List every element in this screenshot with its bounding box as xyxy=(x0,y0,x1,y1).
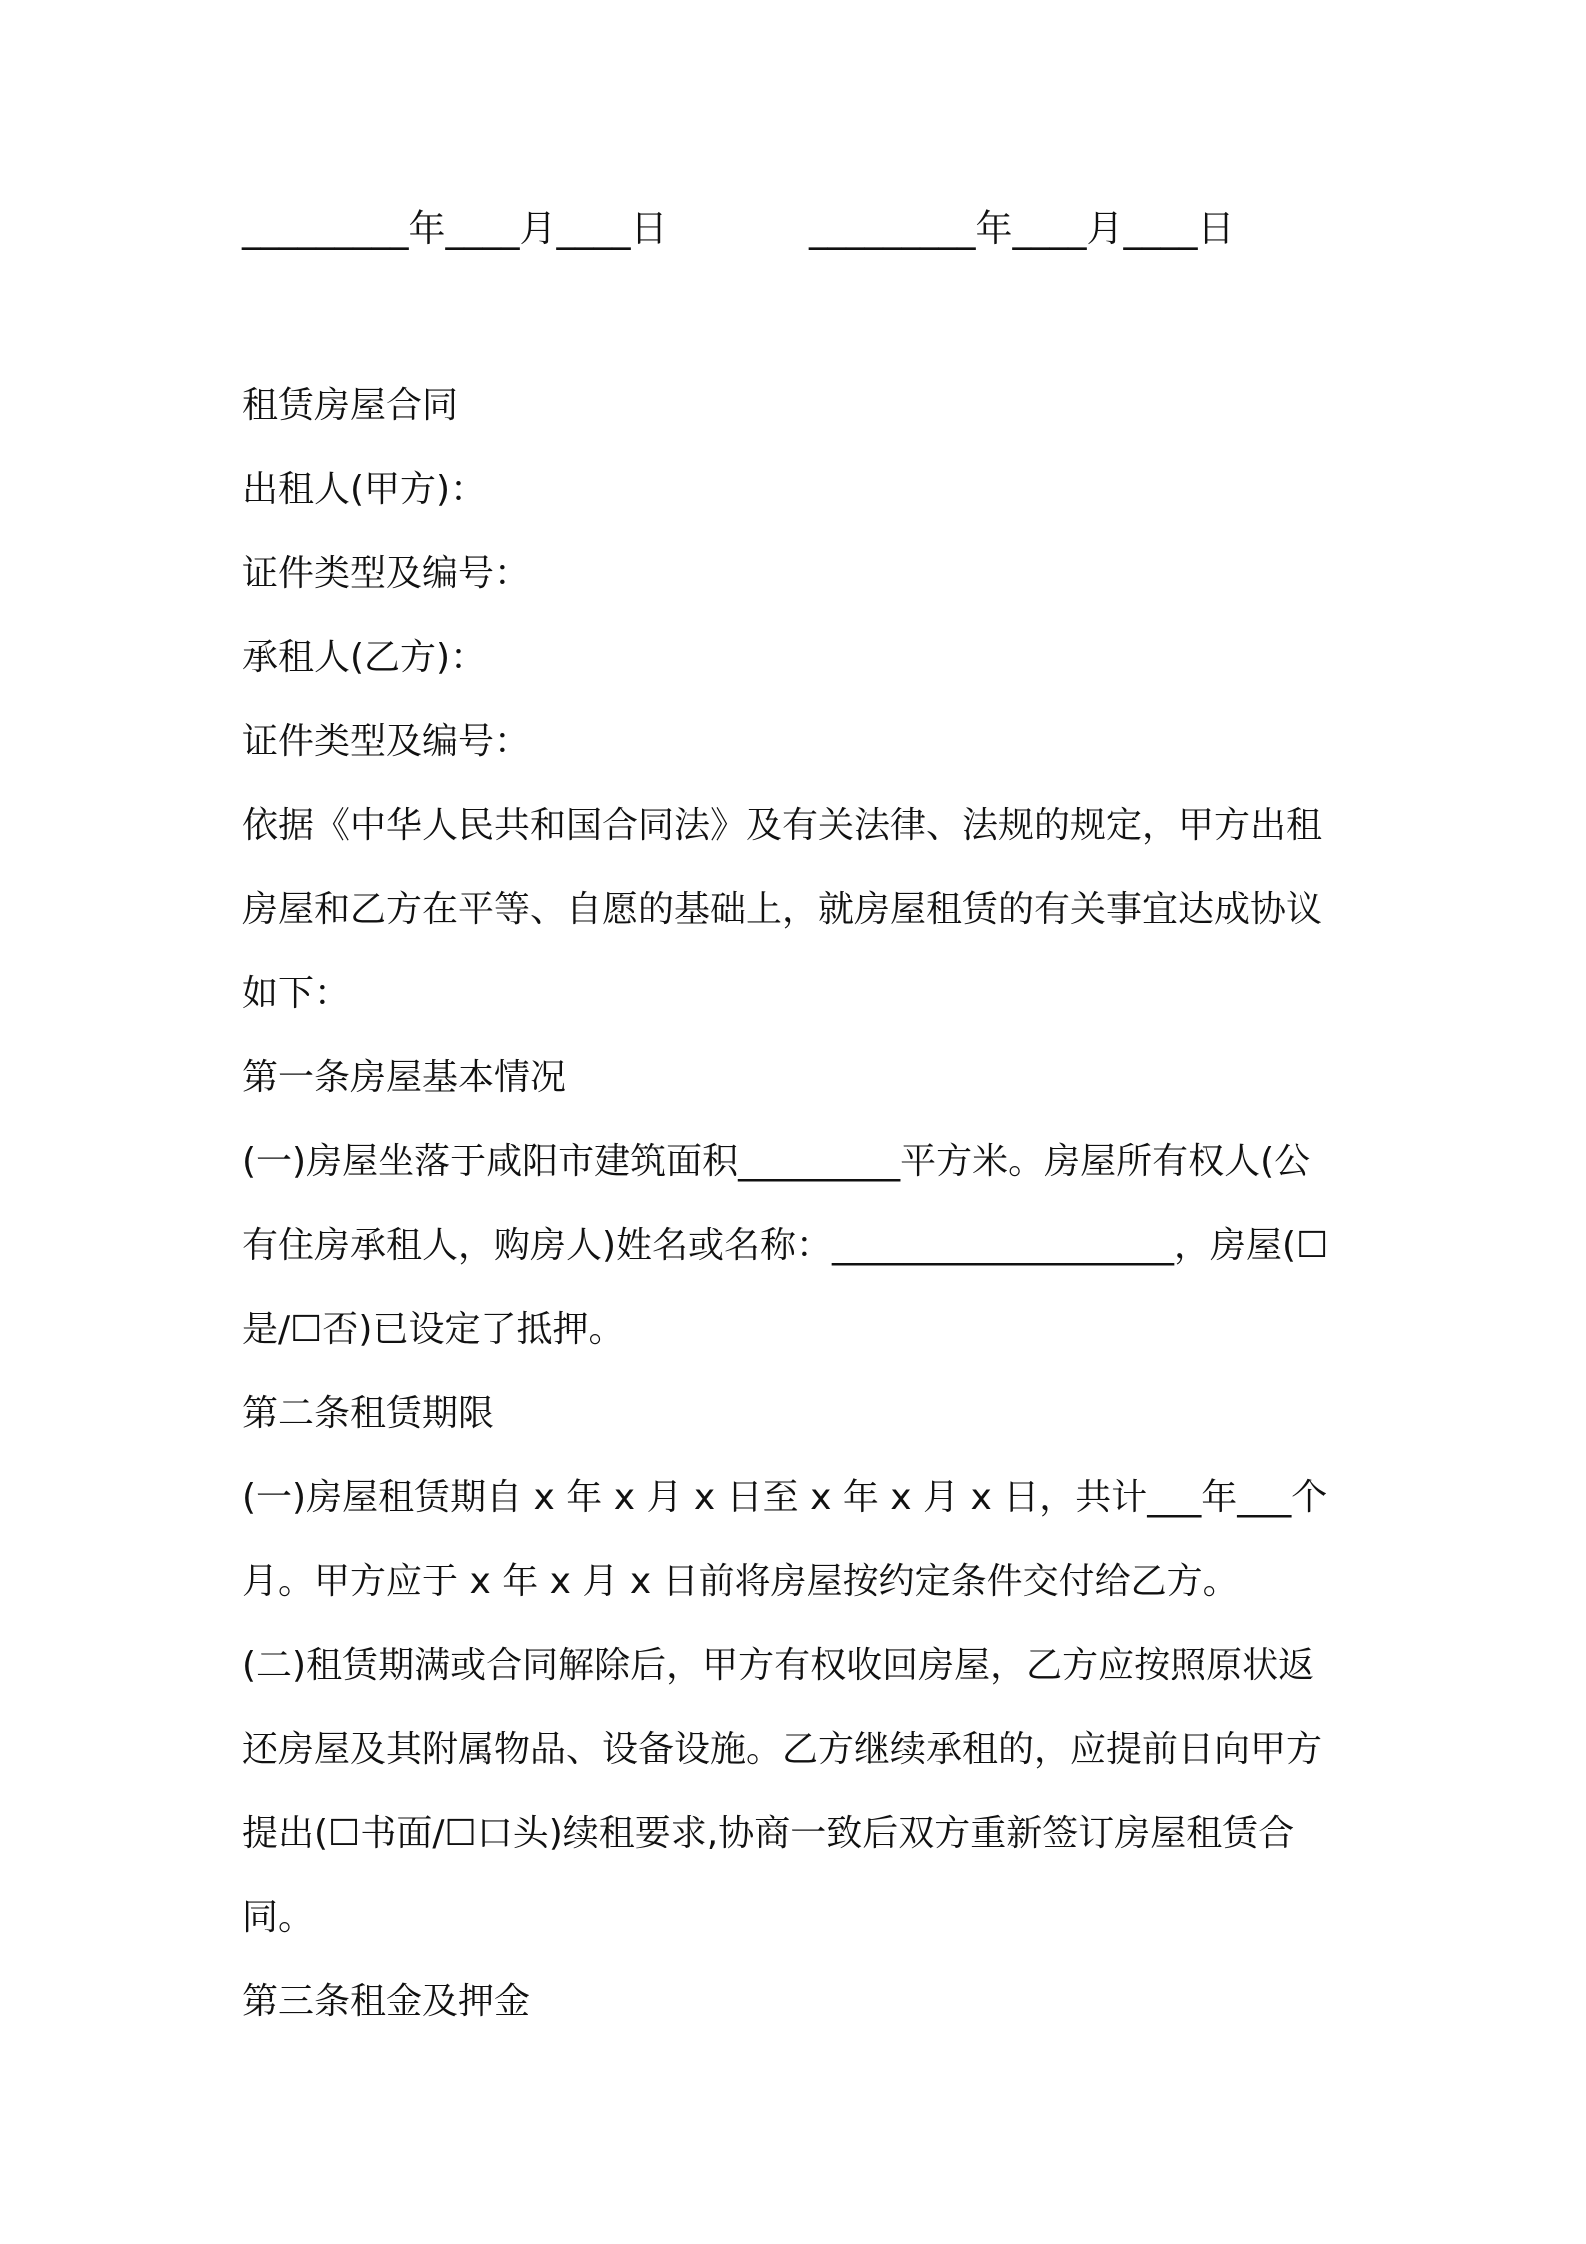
preamble-line: 房屋和乙方在平等、自愿的基础上，就房屋租赁的有关事宜达成协议 xyxy=(242,889,1323,930)
article-3-heading: 第三条租金及押金 xyxy=(242,1981,531,2022)
contract-body xyxy=(242,364,1357,2044)
lessee-label: 承租人(乙方)： xyxy=(242,637,487,678)
article-1-clause-line: 是/☐否)已设定了抵押。 xyxy=(242,1309,625,1350)
article-1-clause-line: (一)房屋坐落于咸阳市建筑面积_________平方米。房屋所有权人(公 xyxy=(242,1141,1311,1182)
contract-title: 租赁房屋合同 xyxy=(242,385,459,426)
article-2-clause-1-line: (一)房屋租赁期自 x 年 x 月 x 日至 x 年 x 月 x 日，共计___年___个 xyxy=(242,1477,1328,1518)
article-1-heading: 第一条房屋基本情况 xyxy=(242,1057,567,1098)
signature-date-row xyxy=(242,203,1372,255)
lessee-id-label: 证件类型及编号： xyxy=(242,721,531,762)
signature-date-lessee: _________年____月____日 xyxy=(809,207,1235,250)
preamble-line: 依据《中华人民共和国合同法》及有关法律、法规的规定，甲方出租 xyxy=(242,805,1323,846)
article-2-clause-2-line: 还房屋及其附属物品、设备设施。乙方继续承租的，应提前日向甲方 xyxy=(242,1729,1323,1770)
article-2-clause-1-line: 月。甲方应于 x 年 x 月 x 日前将房屋按约定条件交付给乙方。 xyxy=(242,1561,1239,1602)
article-2-clause-2-line: 同。 xyxy=(242,1897,315,1938)
article-2-clause-2-line: (二)租赁期满或合同解除后，甲方有权收回房屋，乙方应按照原状返 xyxy=(242,1645,1315,1686)
signature-date-lessor: _________年____月____日 xyxy=(242,207,668,250)
article-2-heading: 第二条租赁期限 xyxy=(242,1393,495,1434)
preamble-line: 如下： xyxy=(242,973,351,1014)
article-1-clause-line: 有住房承租人，购房人)姓名或名称：___________________，房屋(☐ xyxy=(242,1225,1329,1266)
lessor-label: 出租人(甲方)： xyxy=(242,469,487,510)
lessor-id-label: 证件类型及编号： xyxy=(242,553,531,594)
article-2-clause-2-line: 提出(☐书面/☐口头)续租要求,协商一致后双方重新签订房屋租赁合 xyxy=(242,1813,1295,1854)
